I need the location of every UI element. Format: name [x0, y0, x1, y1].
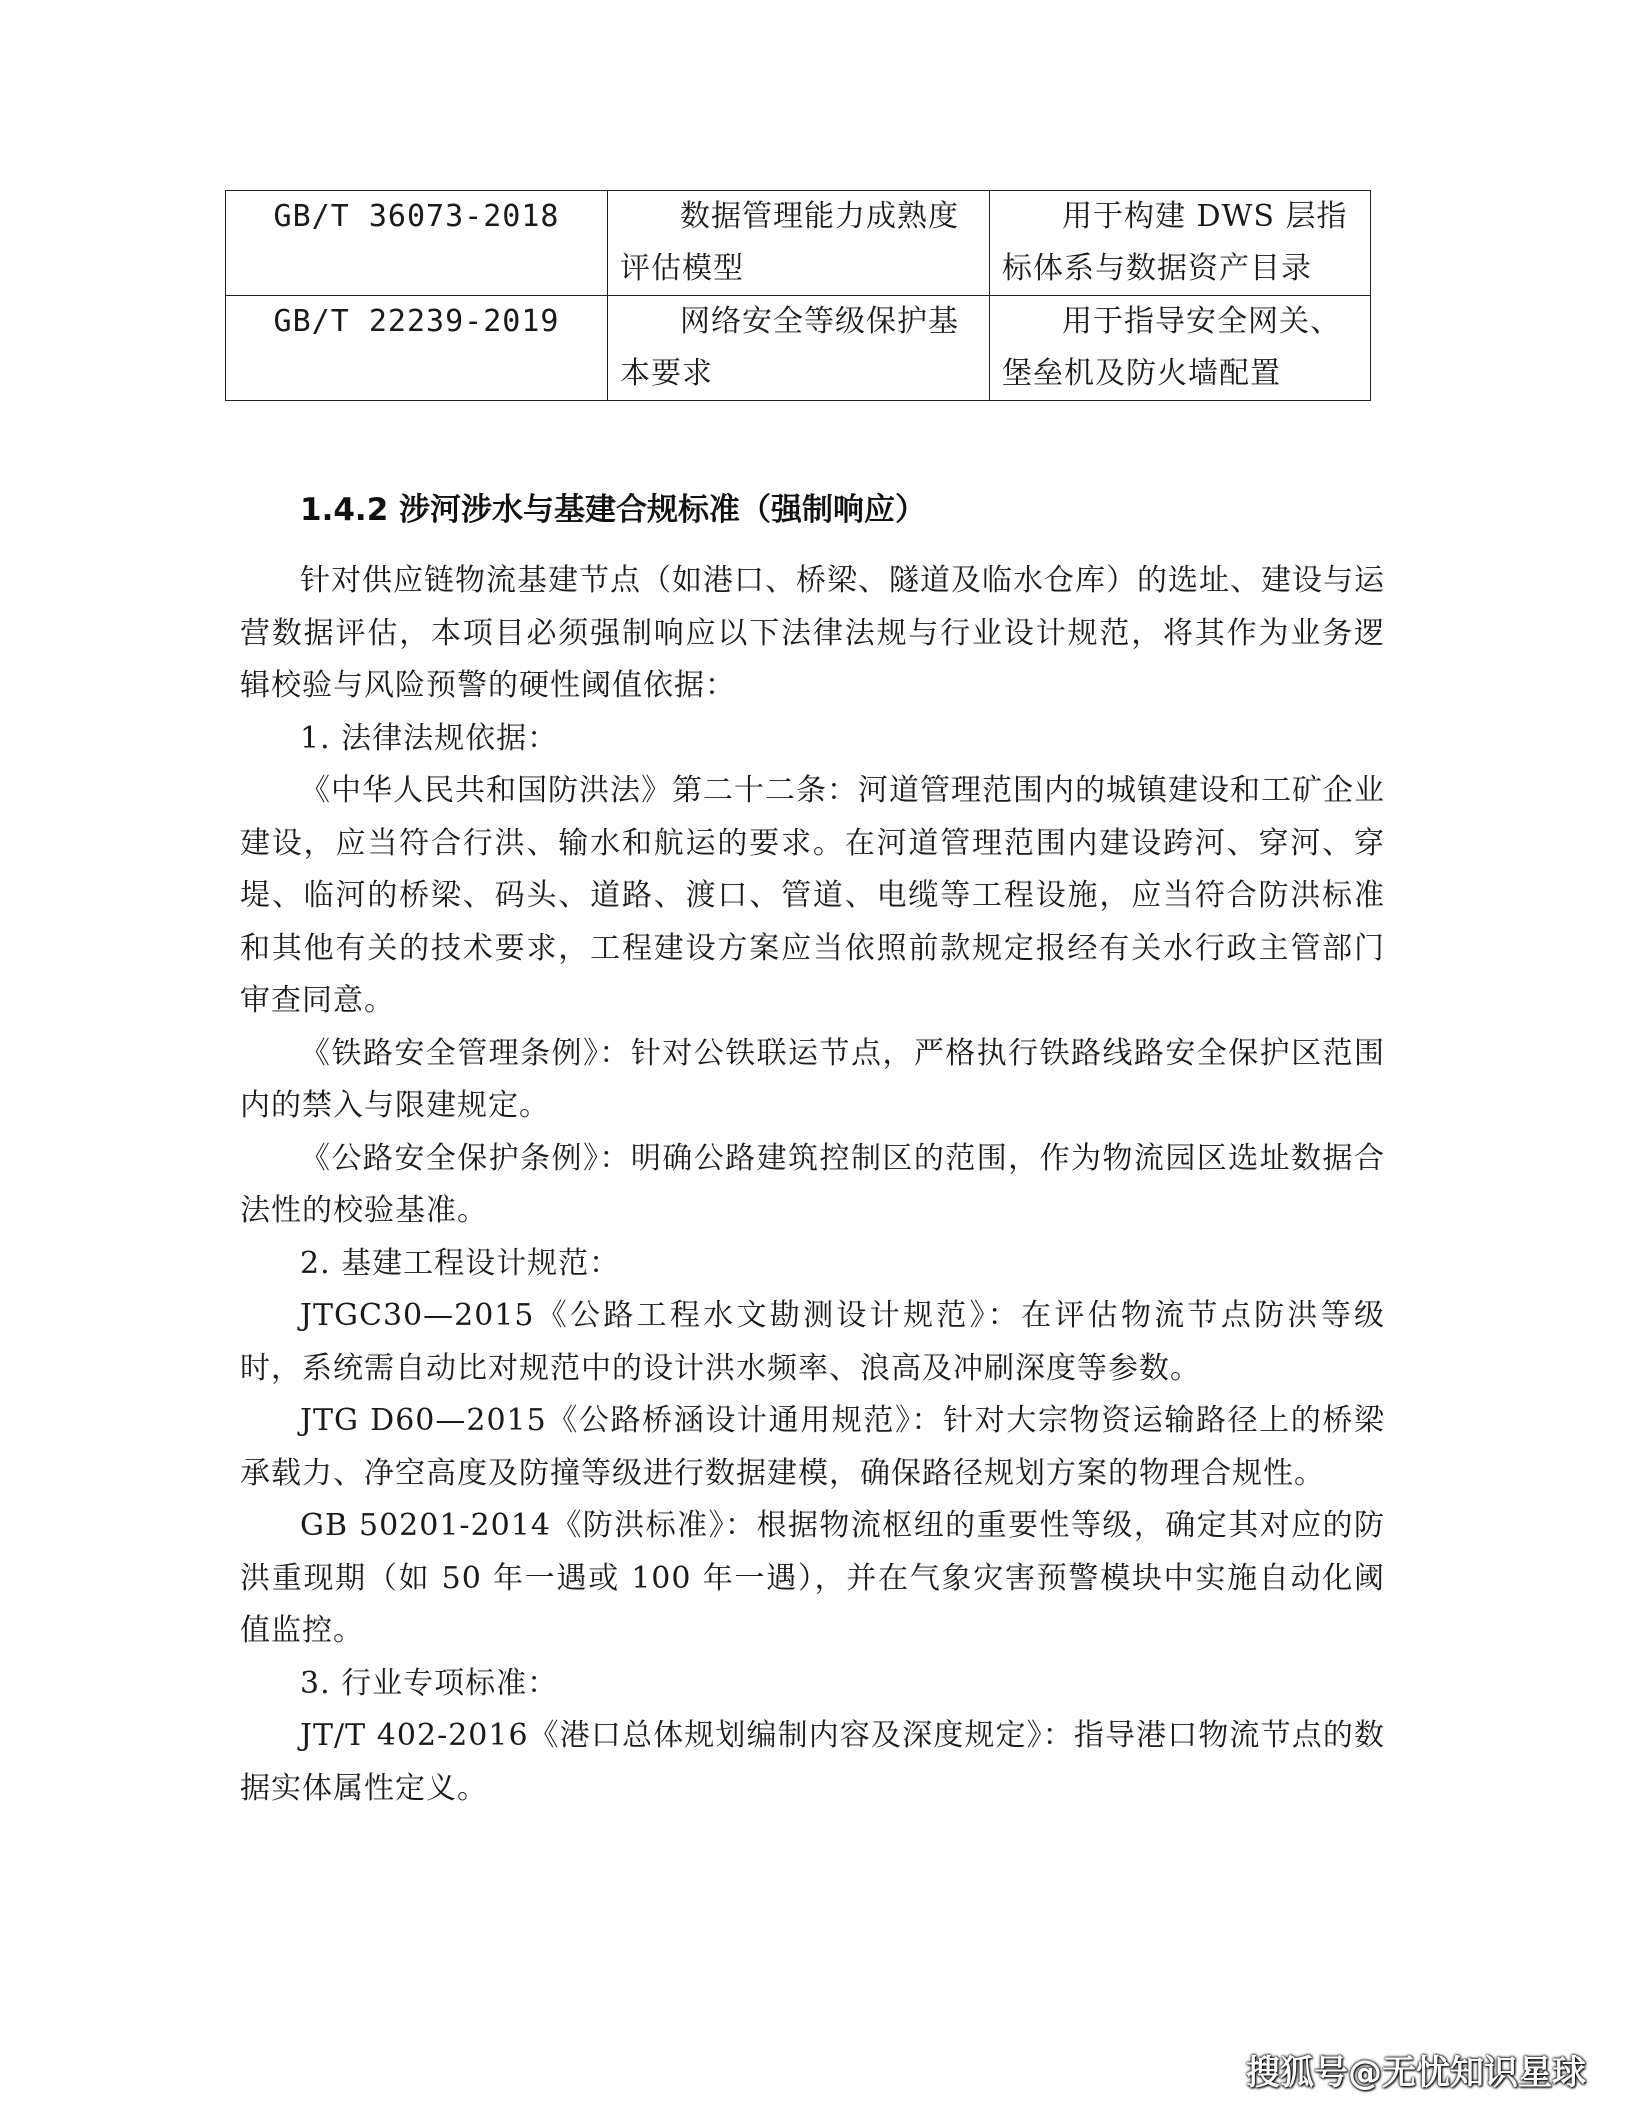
standard-usage-line2: 堡垒机及防火墙配置	[1002, 356, 1281, 391]
standard-name-line2: 评估模型	[620, 251, 744, 286]
standard-usage	[990, 296, 1371, 401]
list-heading: 1. 法律法规依据：	[300, 720, 559, 756]
list-heading: 2. 基建工程设计规范：	[300, 1245, 621, 1281]
standard-code: GB/T 36073-2018	[226, 191, 608, 296]
section-body	[240, 555, 1385, 1815]
standard-usage-line2: 标体系与数据资产目录	[1002, 251, 1312, 286]
section-heading: 1.4.2 涉河涉水与基建合规标准（强制响应）	[300, 492, 927, 528]
standard-name-line2: 本要求	[620, 356, 713, 391]
watermark-text: 搜狐号@无忧知识星球	[1246, 2053, 1586, 2093]
standard-name	[608, 191, 990, 296]
standard-usage	[990, 191, 1371, 296]
standard-name-line1: 数据管理能力成熟度	[680, 199, 959, 234]
list-heading: 3. 行业专项标准：	[300, 1665, 559, 1701]
table-row	[226, 296, 1371, 401]
paragraph: JTG D60—2015《公路桥涵设计通用规范》：针对大宗物资运输路径上的桥梁承载力、净空高度及防撞等级进行数据建模，确保路径规划方案的物理合规性。	[240, 1403, 1385, 1491]
standard-name	[608, 296, 990, 401]
standard-name-line1: 网络安全等级保护基	[680, 304, 959, 339]
paragraph: 《中华人民共和国防洪法》第二十二条：河道管理范围内的城镇建设和工矿企业建设，应当符合行洪、输水和航运的要求。在河道管理范围内建设跨河、穿河、穿堤、临河的桥梁、码头、道路、渡口、管道、电缆等工程设施，应当符合防洪标准和其他有关的技术要求，工程建设方案应当依照前款规定报经有关水行政主管部门审查同意。	[240, 773, 1385, 1018]
paragraph: GB 50201-2014《防洪标准》：根据物流枢纽的重要性等级，确定其对应的防洪重现期（如 50 年一遇或 100 年一遇），并在气象灾害预警模块中实施自动化阈值监控。	[240, 1508, 1385, 1648]
standards-table	[225, 190, 1371, 401]
standard-code: GB/T 22239-2019	[226, 296, 608, 401]
standard-usage-line1: 用于构建 DWS 层指	[1062, 199, 1348, 234]
paragraph: JT/T 402-2016《港口总体规划编制内容及深度规定》：指导港口物流节点的数据实体属性定义。	[240, 1718, 1385, 1806]
standard-usage-line1: 用于指导安全网关、	[1062, 304, 1341, 339]
paragraph: JTGC30—2015《公路工程水文勘测设计规范》：在评估物流节点防洪等级时，系统需自动比对规范中的设计洪水频率、浪高及冲刷深度等参数。	[240, 1298, 1385, 1386]
paragraph: 《公路安全保护条例》：明确公路建筑控制区的范围，作为物流园区选址数据合法性的校验基准。	[240, 1140, 1385, 1228]
paragraph: 《铁路安全管理条例》：针对公铁联运节点，严格执行铁路线路安全保护区范围内的禁入与限建规定。	[240, 1035, 1385, 1123]
paragraph: 针对供应链物流基建节点（如港口、桥梁、隧道及临水仓库）的选址、建设与运营数据评估，本项目必须强制响应以下法律法规与行业设计规范，将其作为业务逻辑校验与风险预警的硬性阈值依据：	[240, 563, 1385, 703]
table-row	[226, 191, 1371, 296]
